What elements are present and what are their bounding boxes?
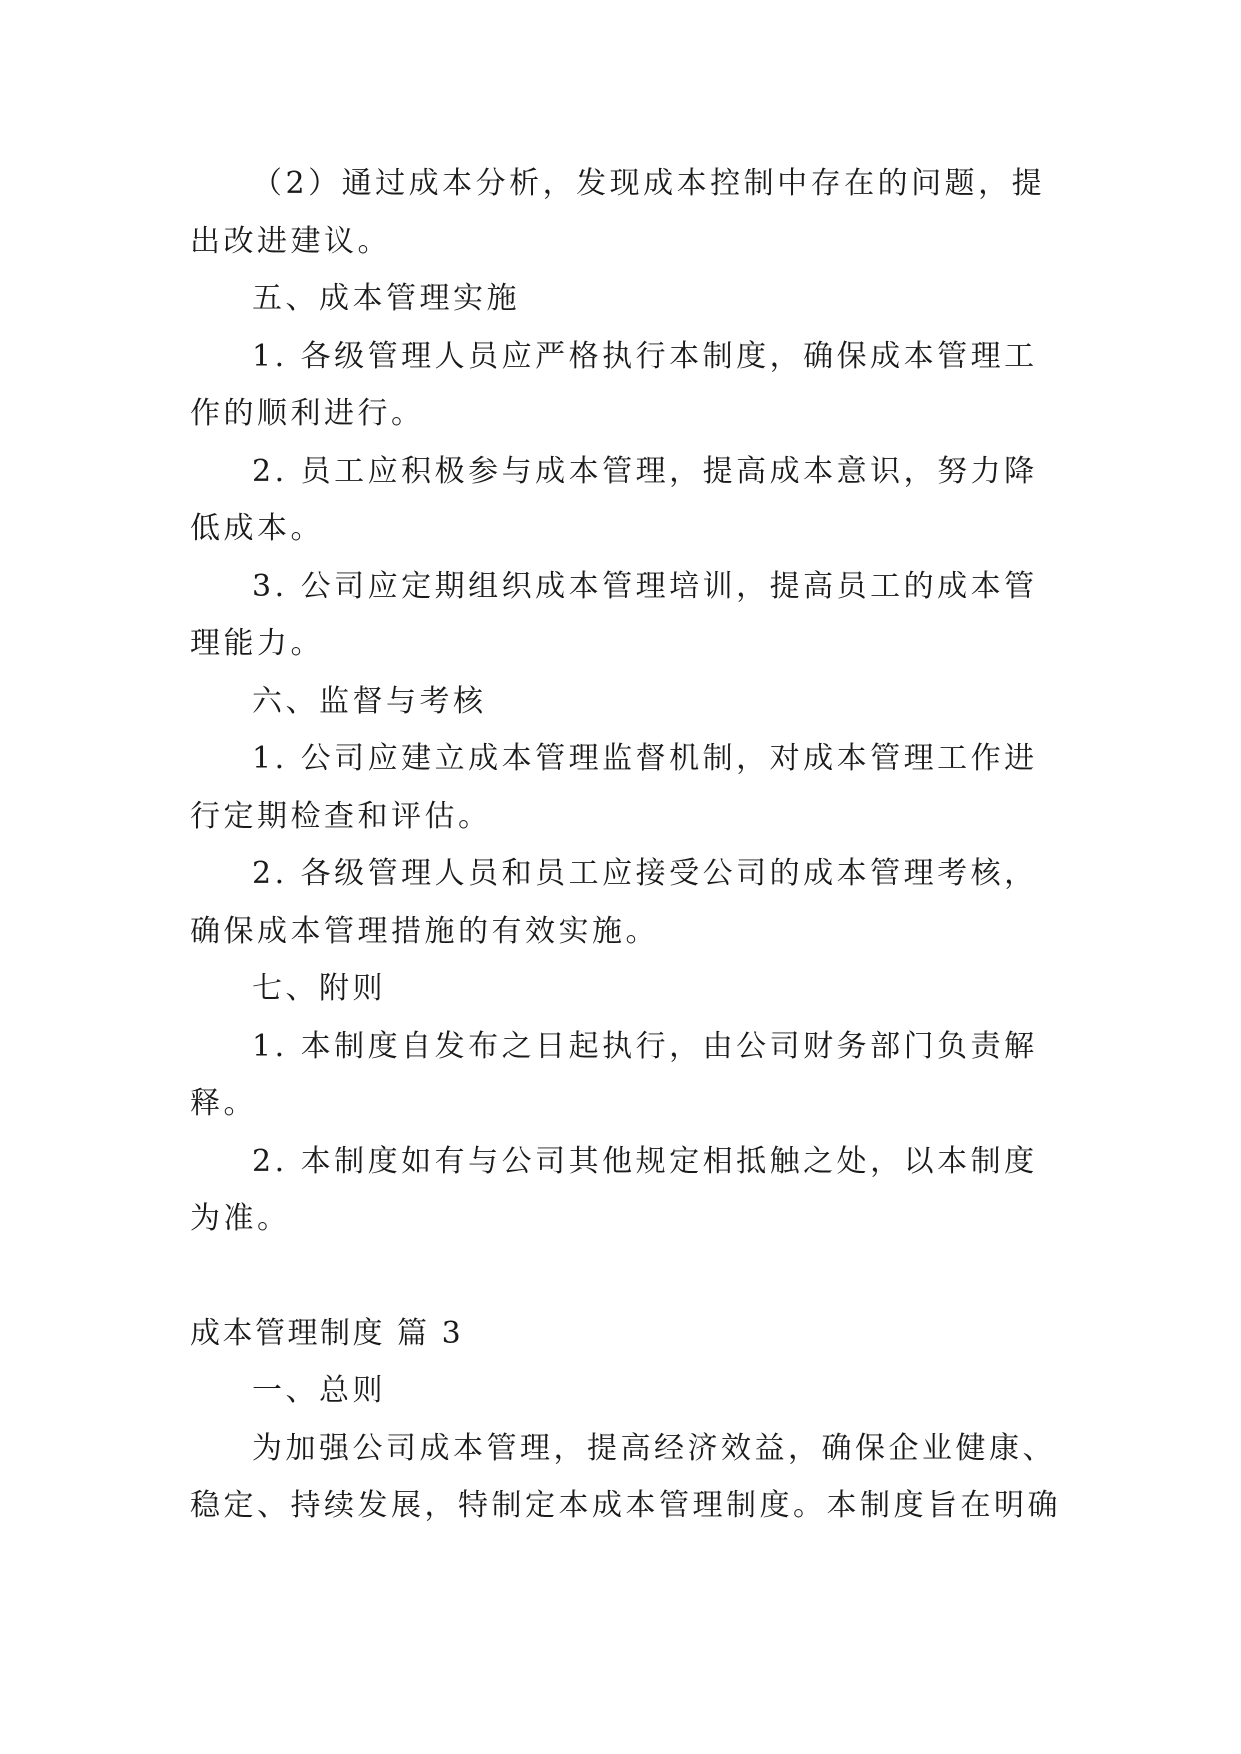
section-heading: 一、总则 <box>252 1373 386 1408</box>
paragraph-line: 确保成本管理措施的有效实施。 <box>190 913 659 949</box>
paragraph-line: 出改进建议。 <box>190 223 391 259</box>
paragraph-line: 低成本。 <box>190 511 324 546</box>
document-section-title: 成本管理制度 篇 3 <box>190 1315 464 1351</box>
paragraph-line: 3. 公司应定期组织成本管理培训，提高员工的成本管 <box>252 568 1038 604</box>
paragraph-line: 为加强公司成本管理，提高经济效益，确保企业健康、 <box>252 1430 1056 1466</box>
paragraph-line: 稳定、持续发展，特制定本成本管理制度。本制度旨在明确 <box>190 1488 1061 1523</box>
section-heading: 五、成本管理实施 <box>252 281 520 316</box>
paragraph-line: 为准。 <box>190 1201 291 1236</box>
paragraph-line: 1. 各级管理人员应严格执行本制度，确保成本管理工 <box>252 338 1038 374</box>
paragraph-line: 释。 <box>190 1086 257 1121</box>
document-body <box>190 155 1061 1535</box>
paragraph-line: （2）通过成本分析，发现成本控制中存在的问题，提 <box>252 166 1046 201</box>
paragraph-line: 1. 公司应建立成本管理监督机制，对成本管理工作进 <box>252 741 1038 776</box>
paragraph-line: 作的顺利进行。 <box>190 396 425 431</box>
paragraph-line: 行定期检查和评估。 <box>190 798 492 834</box>
section-heading: 六、监督与考核 <box>252 683 487 719</box>
blank-line <box>190 1248 1050 1305</box>
paragraph-line: 2. 员工应积极参与成本管理，提高成本意识，努力降 <box>252 453 1038 489</box>
paragraph-line: 理能力。 <box>190 626 324 661</box>
paragraph-line: 2. 本制度如有与公司其他规定相抵触之处，以本制度 <box>252 1143 1038 1179</box>
paragraph-line: 2. 各级管理人员和员工应接受公司的成本管理考核， <box>252 856 1038 891</box>
paragraph-line: 1. 本制度自发布之日起执行，由公司财务部门负责解 <box>252 1028 1038 1064</box>
section-heading: 七、附则 <box>252 971 386 1006</box>
